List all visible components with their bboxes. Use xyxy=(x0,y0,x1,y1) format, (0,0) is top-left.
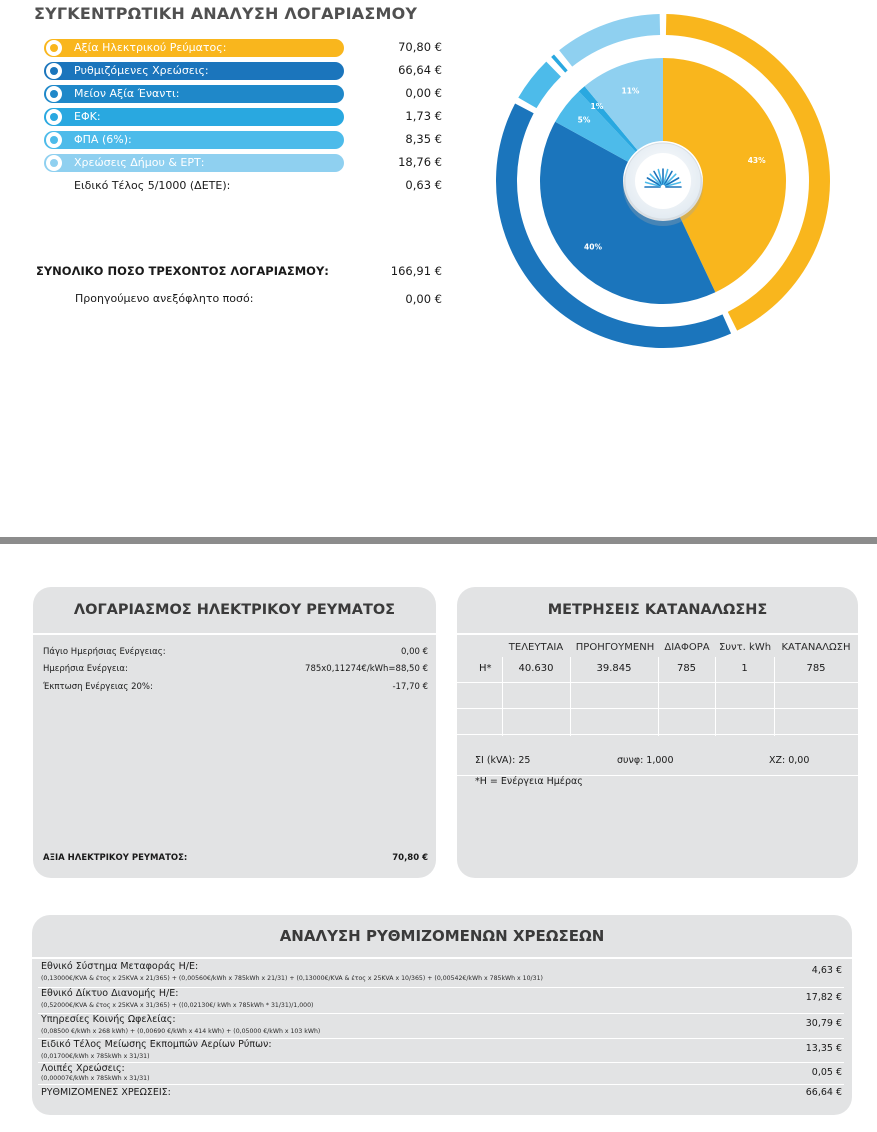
summary-row-advance xyxy=(44,85,454,108)
summary-label: Αξία Ηλεκτρικού Ρεύματος: xyxy=(74,41,227,54)
section-divider xyxy=(0,537,877,544)
summary-row-vat xyxy=(44,131,454,154)
summary-value: 0,00 € xyxy=(405,86,442,100)
charge-label: Πάγιο Ημερήσιας Ενέργειας: xyxy=(43,647,166,657)
reading-previous: 39.845 xyxy=(596,663,632,674)
breakdown-pie-chart xyxy=(496,14,830,348)
total-value: 166,91 € xyxy=(390,264,442,278)
pie-slice-label: 5% xyxy=(577,115,591,125)
metering-table xyxy=(457,637,858,787)
summary-row-dete xyxy=(44,177,454,200)
summary-title: ΣΥΓΚΕΝΤΡΩΤΙΚΗ ΑΝΑΛΥΣΗ ΛΟΓΑΡΙΑΣΜΟΥ xyxy=(34,4,418,23)
charge-row xyxy=(38,961,844,988)
si-kva: ΣΙ (kVA): 25 xyxy=(475,755,531,766)
summary-pill xyxy=(44,85,344,103)
metering-grid xyxy=(457,657,858,736)
charge-formula: (0,13000€/KVA & έτος x 25KVA x 21/365) + (0,00560€/kWh x 785kWh x 21/31) + (0,13000€/KVA & έτος x 25KVA x 10/365) + (0,00542€/kWh x 785kWh x 10/31) xyxy=(41,975,543,982)
regulated-total-value: 66,64 € xyxy=(805,1087,842,1098)
charge-value: 785x0,11274€/kWh=88,50 € xyxy=(305,664,428,674)
reading-difference: 785 xyxy=(676,663,697,674)
bullet-icon xyxy=(46,40,62,56)
charge-line xyxy=(43,647,428,657)
bullet-icon xyxy=(46,109,62,125)
charge-value: 13,35 € xyxy=(805,1043,842,1054)
ring-segment xyxy=(559,14,660,67)
table-row xyxy=(457,709,858,735)
charge-row xyxy=(38,1039,844,1063)
charge-row xyxy=(38,1063,844,1085)
previous-balance-row xyxy=(75,292,442,305)
table-row xyxy=(457,683,858,709)
summary-list xyxy=(44,39,454,200)
summary-row-efk xyxy=(44,108,454,131)
bullet-icon xyxy=(46,63,62,79)
summary-row-municipal xyxy=(44,154,454,177)
charge-label: Υπηρεσίες Κοινής Ωφελείας: xyxy=(41,1014,176,1025)
summary-label: ΦΠΑ (6%): xyxy=(74,133,132,146)
summary-value: 0,63 € xyxy=(405,178,442,192)
charge-value: 0,00 € xyxy=(400,647,428,657)
regulated-total-row xyxy=(38,1087,844,1105)
pie-slice-label: 11% xyxy=(621,86,640,96)
electricity-total-value: 70,80 € xyxy=(392,853,428,863)
charge-label: Έκπτωση Ενέργειας 20%: xyxy=(43,682,153,692)
column-header: ΠΡΟΗΓΟΥΜΕΝΗ xyxy=(575,642,655,653)
charge-formula: (0,00007€/kWh x 785kWh x 31/31) xyxy=(41,1075,150,1082)
bullet-icon xyxy=(46,155,62,171)
summary-label: ΕΦΚ: xyxy=(74,110,101,123)
reading-last: 40.630 xyxy=(518,663,554,674)
metering-note: *Η = Ενέργεια Ημέρας xyxy=(475,776,583,787)
summary-pill xyxy=(44,39,344,57)
electricity-total-label: ΑΞΙΑ ΗΛΕΚΤΡΙΚΟΥ ΡΕΥΜΑΤΟΣ: xyxy=(43,853,188,863)
electricity-total-line xyxy=(43,853,428,863)
summary-label: Μείον Αξία Έναντι: xyxy=(74,87,180,100)
charge-line xyxy=(43,682,428,692)
metering-header-row xyxy=(457,637,858,657)
summary-label: Χρεώσεις Δήμου & ΕΡΤ: xyxy=(74,156,205,169)
register-type: Η* xyxy=(479,663,492,674)
summary-label: Ρυθμιζόμενες Χρεώσεις: xyxy=(74,64,209,77)
summary-row-electricity xyxy=(44,39,454,62)
total-amount-row xyxy=(36,264,442,278)
pie-slice-label: 40% xyxy=(584,242,602,252)
charge-label: Ειδικό Τέλος Μείωσης Εκπομπών Αερίων Ρύπων: xyxy=(41,1039,272,1050)
charge-row xyxy=(38,1014,844,1039)
summary-value: 66,64 € xyxy=(398,63,442,77)
charge-formula: (0,08500 €/kWh x 268 kWh) + (0,00690 €/kWh x 414 kWh) + (0,05000 €/kWh x 103 kWh) xyxy=(41,1028,321,1035)
summary-value: 18,76 € xyxy=(398,155,442,169)
total-label: ΣΥΝΟΛΙΚΟ ΠΟΣΟ ΤΡΕΧΟΝΤΟΣ ΛΟΓΑΡΙΑΣΜΟΥ: xyxy=(36,264,329,278)
xz-value: ΧΖ: 0,00 xyxy=(769,755,810,766)
reading-consumption: 785 xyxy=(806,663,826,674)
charge-row xyxy=(38,988,844,1014)
column-header: ΤΕΛΕΥΤΑΙΑ xyxy=(508,642,564,653)
summary-pill xyxy=(44,154,344,172)
column-header: ΔΙΑΦΟΡΑ xyxy=(664,642,710,653)
charge-label: Ημερήσια Ενέργεια: xyxy=(43,664,128,674)
charge-label: Λοιπές Χρεώσεις: xyxy=(41,1063,125,1074)
metering-divider xyxy=(457,775,858,776)
charge-value: 4,63 € xyxy=(811,965,842,976)
regulated-total-label: ΡΥΘΜΙΖΟΜΕΝΕΣ ΧΡΕΩΣΕΙΣ: xyxy=(41,1087,171,1098)
summary-pill xyxy=(44,131,344,149)
panel-title: ΛΟΓΑΡΙΑΣΜΟΣ ΗΛΕΚΤΡΙΚΟΥ ΡΕΥΜΑΤΟΣ xyxy=(33,587,436,635)
charge-label: Εθνικό Σύστημα Μεταφοράς Η/Ε: xyxy=(41,961,199,972)
summary-pill xyxy=(44,62,344,80)
power-factor: συνφ: 1,000 xyxy=(617,755,674,766)
summary-label: Ειδικό Τέλος 5/1000 (ΔΕΤΕ): xyxy=(74,179,231,192)
charge-line xyxy=(43,664,428,674)
charge-value: 30,79 € xyxy=(805,1018,842,1029)
pie-slice-label: 1% xyxy=(590,101,604,111)
previous-value: 0,00 € xyxy=(405,292,442,306)
reading-factor: 1 xyxy=(741,663,748,674)
column-header: ΚΑΤΑΝΑΛΩΣΗ xyxy=(781,642,851,653)
bullet-icon xyxy=(46,132,62,148)
summary-pill xyxy=(44,108,344,126)
charge-value: -17,70 € xyxy=(392,682,428,692)
bullet-icon xyxy=(46,86,62,102)
ring-segment xyxy=(518,62,561,109)
charge-formula: (0,01700€/kWh x 785kWh x 31/31) xyxy=(41,1053,150,1060)
pie-slice-label: 43% xyxy=(747,156,766,166)
previous-label: Προηγούμενο ανεξόφλητο ποσό: xyxy=(75,292,254,305)
panel-title: ΜΕΤΡΗΣΕΙΣ ΚΑΤΑΝΑΛΩΣΗΣ xyxy=(457,587,858,635)
electricity-account-panel xyxy=(33,587,436,878)
summary-row-regulated xyxy=(44,62,454,85)
panel-title: ΑΝΑΛΥΣΗ ΡΥΘΜΙΖΟΜΕΝΩΝ ΧΡΕΩΣΕΩΝ xyxy=(32,915,852,959)
charge-value: 0,05 € xyxy=(811,1067,842,1078)
summary-value: 8,35 € xyxy=(405,132,442,146)
summary-value: 1,73 € xyxy=(405,109,442,123)
charge-formula: (0,52000€/KVA & έτος x 25KVA x 31/365) + ((0,02130€/ kWh x 785kWh * 31/31)/1,000) xyxy=(41,1002,314,1009)
regulated-charges-panel xyxy=(32,915,852,1115)
table-row xyxy=(457,657,858,683)
summary-value: 70,80 € xyxy=(398,40,442,54)
column-header: Συντ. kWh xyxy=(718,642,772,653)
charge-label: Εθνικό Δίκτυο Διανομής Η/Ε: xyxy=(41,988,179,999)
metering-panel xyxy=(457,587,858,878)
charge-value: 17,82 € xyxy=(805,992,842,1003)
